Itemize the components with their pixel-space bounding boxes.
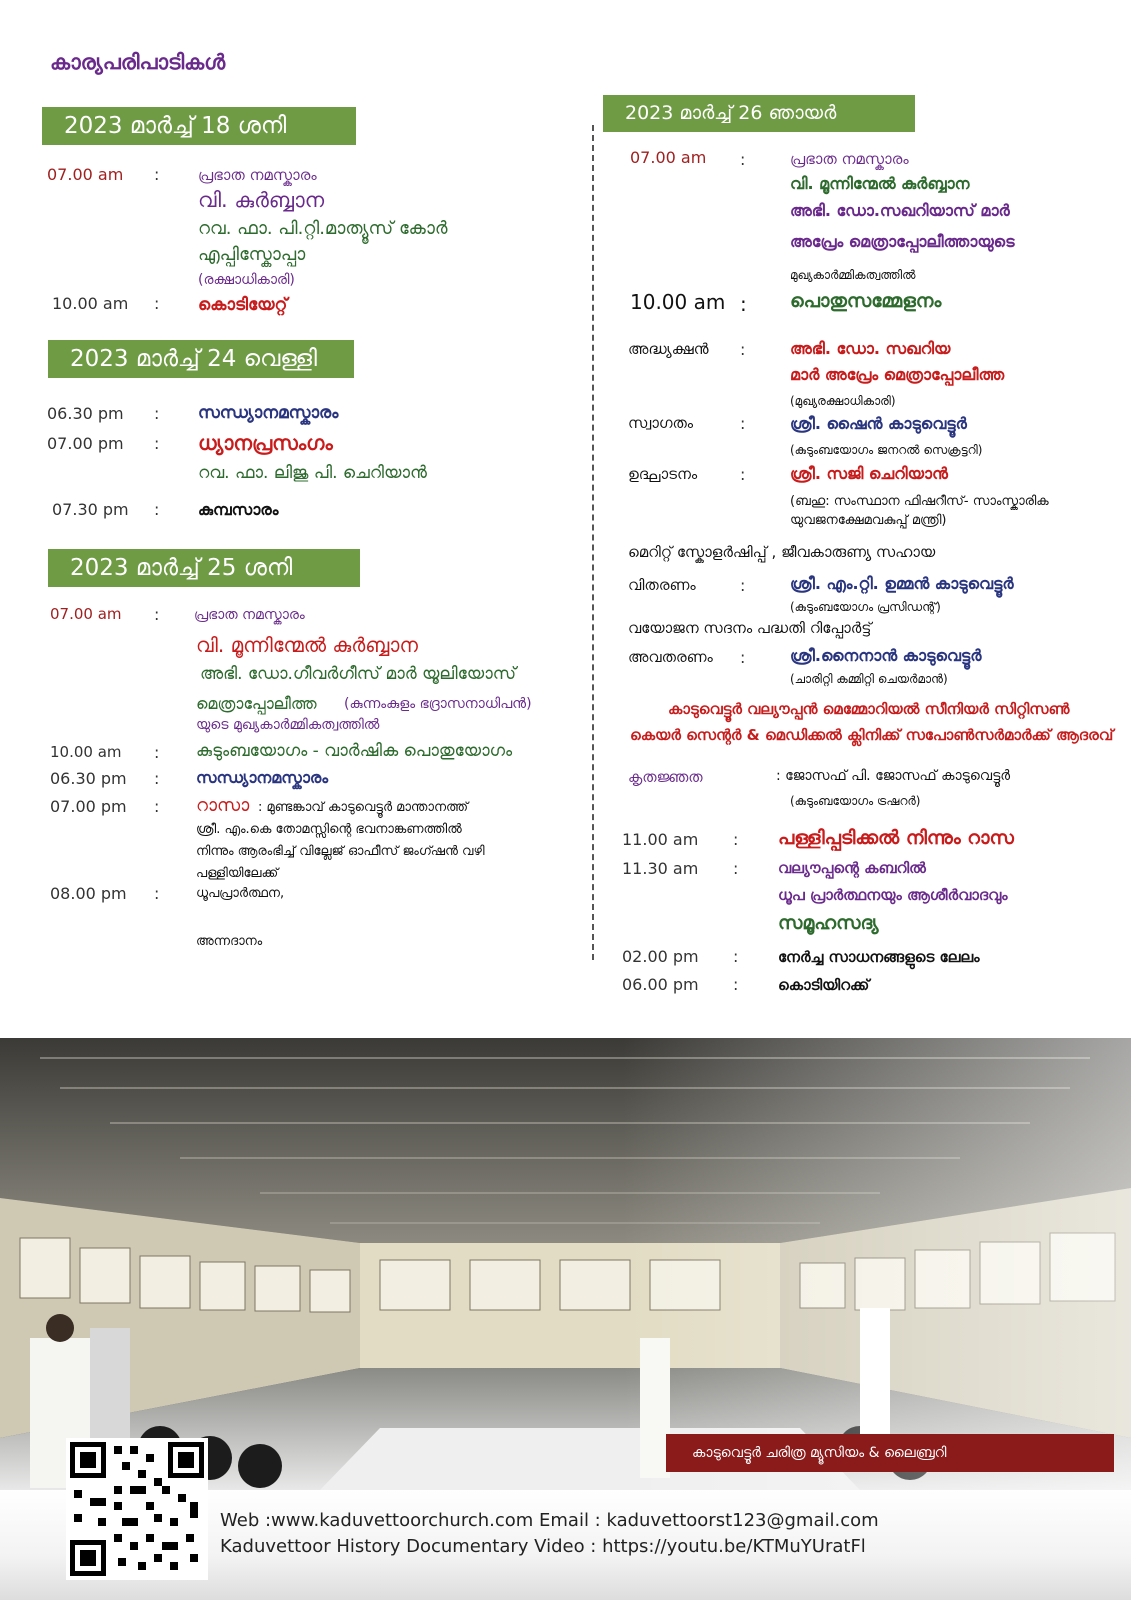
honour-text: കെയർ സെന്റർ & മെഡിക്കൽ ക്ലിനിക്ക് സപോൺസർമാർക്ക് ആദരവ് <box>630 726 1114 744</box>
event-text: ശ്രീ. സജി ചെറിയാൻ <box>790 464 948 483</box>
separator: : <box>740 292 747 316</box>
event-text: പ്രഭാത നമസ്കാരം <box>194 607 305 623</box>
event-text: അപ്രേം മെത്രാപ്പോലീത്തായുടെ <box>790 232 1015 251</box>
role-label: അദ്ധ്യക്ഷൻ <box>628 340 709 358</box>
event-text: മെത്രാപ്പോലീത്ത <box>196 694 317 713</box>
column-divider <box>592 125 594 960</box>
separator: : <box>733 859 739 878</box>
event-text: അന്നദാനം <box>196 934 263 949</box>
time-label: 08.00 pm <box>50 884 127 903</box>
separator: : <box>154 404 160 423</box>
event-text: വി. മൂന്നിന്മേൽ കുർബ്ബാന <box>790 174 970 193</box>
event-note: യുവജനക്ഷേമവകുപ്പ് മന്ത്രി) <box>790 513 947 528</box>
time-label: 06.00 pm <box>622 975 699 994</box>
event-text: കൊടിയിറക്ക് <box>778 976 870 994</box>
report-text: വയോജന സദനം പദ്ധതി റിപ്പോർട്ട് <box>628 619 872 637</box>
event-text: പൊതുസമ്മേളനം <box>790 290 942 312</box>
separator: : <box>740 465 746 484</box>
time-label: 11.00 am <box>622 830 699 849</box>
event-note: (കുടുംബയോഗം പ്രസിഡന്റ്) <box>790 600 941 614</box>
separator: : <box>740 150 746 169</box>
event-text: സന്ധ്യാനമസ്കാരം <box>196 768 329 787</box>
footer-contact: Web :www.kaduvettoorchurch.com Email : kaduvettoorst123@gmail.com <box>220 1510 879 1531</box>
separator: : <box>154 434 160 453</box>
role-label: ഉദ്ഘാടനം <box>628 465 698 483</box>
event-note: (മുഖ്യരക്ഷാധികാരി) <box>790 394 896 408</box>
event-text: : മുണ്ടങ്കാവ് കാടുവെട്ടൂർ മാന്താനത്ത് <box>258 800 469 815</box>
event-text: ശ്രീ. എം.റ്റി. ഉമ്മൻ കാടുവെട്ടൂർ <box>790 574 1014 593</box>
event-text: പ്രഭാത നമസ്കാരം <box>790 150 909 168</box>
event-note: (കുന്നംകുളം ഭദ്രാസനാധിപൻ) <box>344 696 532 712</box>
date-banner-mar-26: 2023 മാർച്ച് 26 ഞായർ <box>603 95 915 132</box>
role-label: അവതരണം <box>628 648 713 666</box>
event-text: കൊടിയേറ്റ് <box>198 295 288 315</box>
separator: : <box>733 947 739 966</box>
event-text: യുടെ മുഖ്യകാർമ്മികത്വത്തിൽ <box>196 717 380 733</box>
date-banner-mar-18: 2023 മാർച്ച് 18 ശനി <box>42 107 356 145</box>
photo-caption: കാടുവെട്ടൂർ ചരിത്ര മ്യൂസിയം & ലൈബ്രറി <box>666 1434 1114 1472</box>
event-text: മാർ അപ്രേം മെത്രാപ്പോലീത്ത <box>790 365 1005 384</box>
event-text: ശ്രീ.നൈനാൻ കാടുവെട്ടൂർ <box>790 646 982 665</box>
event-text: ശ്രീ. എം.കെ തോമസ്സിന്റെ ഭവനാങ്കണത്തിൽ <box>196 822 462 837</box>
event-text: സന്ധ്യാനമസ്കാരം <box>198 403 339 423</box>
time-label: 07.00 pm <box>50 797 127 816</box>
event-text: അഭി. ഡോ.സഖറിയാസ് മാർ <box>790 201 1010 220</box>
event-text: ധൂപപ്രാർത്ഥന, <box>196 886 285 901</box>
event-text: : ജോസഫ് പി. ജോസഫ് കാടുവെട്ടൂർ <box>776 768 1011 784</box>
event-text: എപ്പിസ്കോപ്പാ <box>198 244 306 265</box>
event-note: (ചാരിറ്റി കമ്മിറ്റി ചെയർമാൻ) <box>790 672 948 686</box>
event-note: (രക്ഷാധികാരി) <box>198 272 295 288</box>
separator: : <box>154 500 160 519</box>
separator: : <box>154 797 160 816</box>
event-text: റവ. ഫാ. ലിജു പി. ചെറിയാൻ <box>198 463 427 483</box>
separator: : <box>154 743 160 762</box>
time-label: 10.00 am <box>630 290 726 314</box>
separator: : <box>154 769 160 788</box>
merit-text: മെറിറ്റ് സ്കോളർഷിപ്പ് , ജീവകാരുണ്യ സഹായ <box>628 543 936 561</box>
time-label: 07.00 am <box>47 165 124 184</box>
event-text: വി. കുർബ്ബാന <box>198 188 325 212</box>
role-label: കൃതജ്ഞത <box>628 768 703 786</box>
date-banner-mar-25: 2023 മാർച്ച് 25 ശനി <box>48 549 360 587</box>
event-text: റവ. ഫാ. പി.റ്റി.മാത്യൂസ് കോർ <box>198 218 448 239</box>
event-text: സമൂഹസദ്യ <box>778 912 879 934</box>
role-label: സ്വാഗതം <box>628 414 694 432</box>
separator: : <box>154 605 160 624</box>
museum-photo <box>0 1038 1131 1490</box>
time-label: 02.00 pm <box>622 947 699 966</box>
separator: : <box>733 975 739 994</box>
time-label: 07.00 pm <box>47 434 124 453</box>
event-text: പള്ളിപ്പടിക്കൽ നിന്നും റാസ <box>778 827 1014 849</box>
date-banner-mar-24: 2023 മാർച്ച് 24 വെള്ളി <box>48 340 354 378</box>
event-text: റാസാ <box>196 795 250 816</box>
event-text: ധ്യാനപ്രസംഗം <box>198 431 333 455</box>
event-text: നേർച്ച സാധനങ്ങളുടെ ലേലം <box>778 948 980 966</box>
time-label: 06.30 pm <box>47 404 124 423</box>
separator: : <box>740 340 746 359</box>
time-label: 06.30 pm <box>50 769 127 788</box>
event-note: (കുടുംബയോഗം ട്രഷറർ) <box>790 794 921 808</box>
event-note: (ബഹു: സംസ്ഥാന ഫിഷറീസ്- സാംസ്കാരിക <box>790 494 1049 509</box>
qr-code-icon <box>66 1438 208 1580</box>
event-text: പള്ളിയിലേക്ക് <box>196 866 279 881</box>
separator: : <box>740 576 746 595</box>
separator: : <box>154 884 160 903</box>
footer-video-link: Kaduvettoor History Documentary Video : https://youtu.be/KTMuYUratFl <box>220 1536 866 1557</box>
separator: : <box>733 830 739 849</box>
event-text: പ്രഭാത നമസ്കാരം <box>198 166 317 184</box>
separator: : <box>740 648 746 667</box>
event-text: അഭി. ഡോ. സഖറിയ <box>790 339 951 358</box>
event-text: വല്യൗപ്പന്റെ കബറിൽ <box>778 859 926 877</box>
event-text: അഭി. ഡോ.ഗീവർഗീസ് മാർ യൂലിയോസ് <box>200 664 517 684</box>
time-label: 07.00 am <box>630 148 707 167</box>
event-text: നിന്നും ആരംഭിച്ച് വില്ലേജ് ഓഫീസ് ജംഗ്ഷൻ വഴി <box>196 844 485 859</box>
time-label: 07.30 pm <box>52 500 129 519</box>
page-heading: കാര്യപരിപാടികൾ <box>50 50 226 74</box>
time-label: 11.30 am <box>622 859 699 878</box>
event-note: മുഖ്യകാർമ്മികത്വത്തിൽ <box>790 268 916 282</box>
event-text: കുടുംബയോഗം - വാർഷിക പൊതുയോഗം <box>196 741 513 761</box>
honour-text: കാടുവെട്ടൂർ വല്യൗപ്പൻ മെമ്മോറിയൽ സീനിയർ സിറ്റിസൺ <box>668 700 1070 718</box>
separator: : <box>740 414 746 433</box>
event-note: (കുടുംബയോഗം ജനറൽ സെക്രട്ടറി) <box>790 443 983 457</box>
role-label: വിതരണം <box>628 576 696 594</box>
event-text: ശ്രീ. ഷൈൻ കാടുവെട്ടൂർ <box>790 414 967 433</box>
event-text: ധൂപ പ്രാർത്ഥനയും ആശീർവാദവും <box>778 886 1008 904</box>
time-label: 10.00 am <box>50 743 122 761</box>
event-text: കുമ്പസാരം <box>198 500 279 519</box>
time-label: 07.00 am <box>50 605 122 623</box>
separator: : <box>154 165 160 184</box>
time-label: 10.00 am <box>52 294 129 313</box>
event-text: വി. മൂന്നിന്മേൽ കുർബ്ബാന <box>196 633 418 657</box>
separator: : <box>154 294 160 313</box>
